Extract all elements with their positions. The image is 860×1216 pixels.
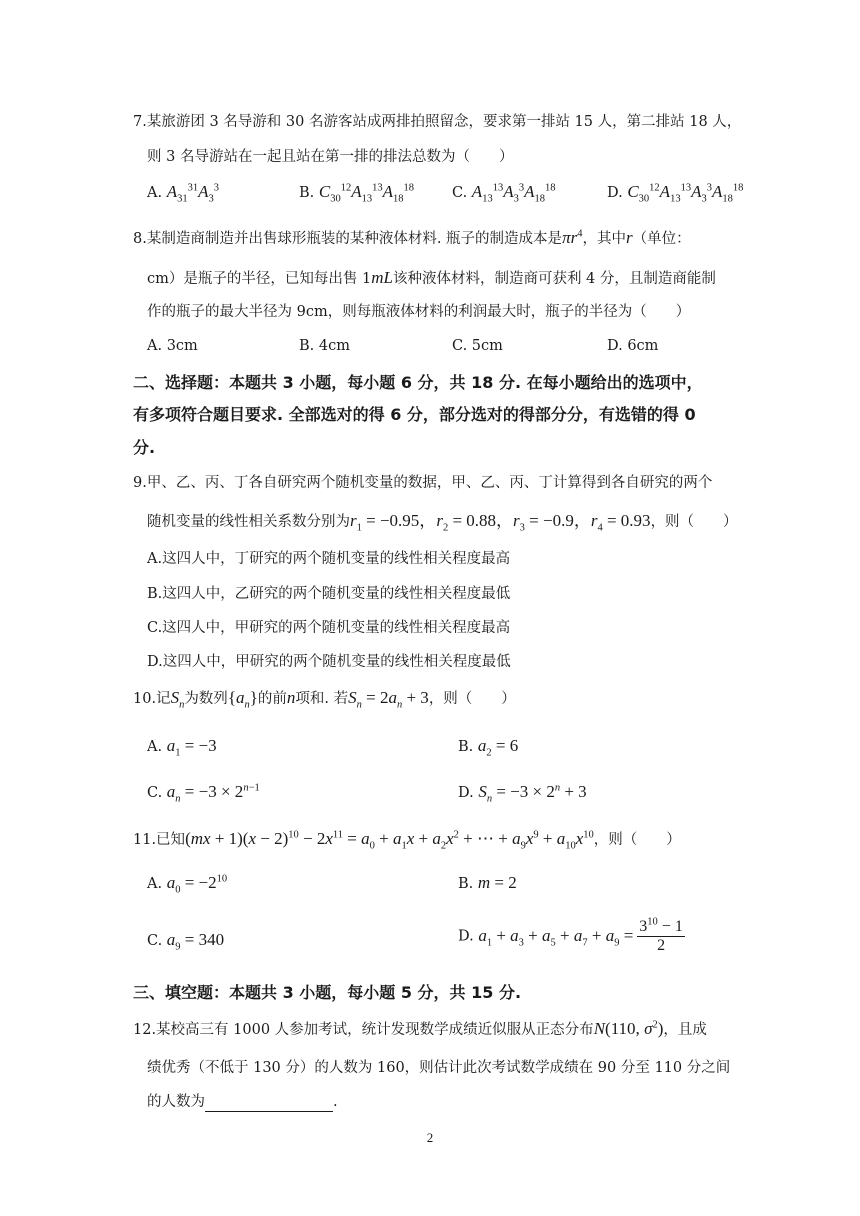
q7-line1: 7.某旅游团 3 名导游和 30 名游客站成两排拍照留念，要求第一排站 15 人，第二排站 18 人，	[133, 114, 742, 130]
q9-option-c: C.这四人中，甲研究的两个随机变量的线性相关程度最高	[147, 620, 511, 636]
q9-option-a: A.这四人中，丁研究的两个随机变量的线性相关程度最高	[147, 551, 511, 567]
q11-option-b: B. m = 2	[458, 873, 517, 892]
page-number: 2	[426, 1130, 434, 1145]
answer-blank[interactable]	[205, 1097, 333, 1112]
q10-line1: 10.记$S_n$为数列$\{a_n\}$的前n项和. 若$S_n = 2a_n + 3$，则（ ）	[133, 688, 516, 711]
q8-option-b: B. 4cm	[299, 338, 350, 354]
section2-heading-line3: 分.	[133, 438, 156, 457]
q7-option-a: A. $A_{31}^{31}A_3^3$	[147, 182, 219, 205]
q8-option-c: C. 5cm	[452, 338, 503, 354]
q8-line2: cm）是瓶子的半径，已知每出售 1mL该种液体材料，制造商可获利 4 分，且制造商能制	[147, 268, 716, 287]
q9-option-d: D.这四人中，甲研究的两个随机变量的线性相关程度最低	[147, 654, 511, 670]
q7-line2: 则 3 名导游站在一起且站在第一排的排法总数为（ ）	[147, 149, 514, 165]
q11-line1: 11.已知$(mx + 1)(x - 2)^{10} - 2x^{11} = a_0 + a_1x + a_2x^2$ + ⋯ + $a_9x^9 + a_{10}x^{10}$，则（ ）	[133, 829, 681, 852]
q8-option-a: A. 3cm	[147, 338, 198, 354]
q11-option-a: A. $a_0 = -2^{10}$	[147, 873, 228, 896]
q12-line2: 绩优秀（不低于 130 分）的人数为 160，则估计此次考试数学成绩在 90 分至 110 分之间	[147, 1060, 731, 1076]
q10-option-c: C. $a_n = -3 \times 2^{n-1}$	[147, 782, 260, 805]
q9-line2: 随机变量的线性相关系数分别为$r_1 = -0.95$，$r_2 = 0.88$，$r_3 = -0.9$，$r_4 = 0.93$，则（ ）	[147, 511, 738, 534]
q12-line1: 12.某校高三有 1000 人参加考试，统计发现数学成绩近似服从正态分布N(110, $\sigma^2$)，且成	[133, 1019, 707, 1038]
q7-option-b: B. $C_{30}^{12}A_{13}^{13}A_{18}^{18}$	[299, 182, 414, 205]
q10-option-a: A. $a_1 = -3$	[147, 736, 217, 759]
section2-heading-line2: 有多项符合题目要求. 全部选对的得 6 分，部分选对的得部分分，有选错的得 0	[133, 405, 696, 424]
q7-option-d: D. $C_{30}^{12}A_{13}^{13}A_3^3A_{18}^{18}$	[607, 182, 744, 205]
q12-line3: 的人数为 .	[147, 1094, 338, 1110]
q8-line3: 作的瓶子的最大半径为 9cm，则每瓶液体材料的利润最大时，瓶子的半径为（ ）	[147, 304, 691, 320]
q9-line1: 9.甲、乙、丙、丁各自研究两个随机变量的数据，甲、乙、丙、丁计算得到各自研究的两个	[133, 475, 713, 491]
q10-option-d: D. $S_n = -3 \times 2^n + 3$	[458, 782, 587, 805]
q9-option-b: B.这四人中，乙研究的两个随机变量的线性相关程度最低	[147, 586, 511, 602]
q8-option-d: D. 6cm	[607, 338, 659, 354]
section2-heading-line1: 二、选择题：本题共 3 小题，每小题 6 分，共 18 分. 在每小题给出的选项中，	[133, 373, 703, 392]
q8-line1: 8.某制造商制造并出售球形瓶装的某种液体材料. 瓶子的制造成本是$\pi r^4$，其中r（单位：	[133, 228, 691, 247]
q11-option-d: D. $a_1 + a_3 + a_5 + a_7 + a_9$ = $\frac{3^{10} - 1}{2}$	[458, 916, 683, 954]
q10-option-b: B. $a_2 = 6$	[458, 736, 519, 759]
q7-option-c: C. $A_{13}^{13}A_3^3A_{18}^{18}$	[452, 182, 556, 205]
section3-heading: 三、填空题：本题共 3 小题，每小题 5 分，共 15 分.	[133, 983, 522, 1002]
q11-option-c: C. $a_9 = 340$	[147, 930, 225, 953]
